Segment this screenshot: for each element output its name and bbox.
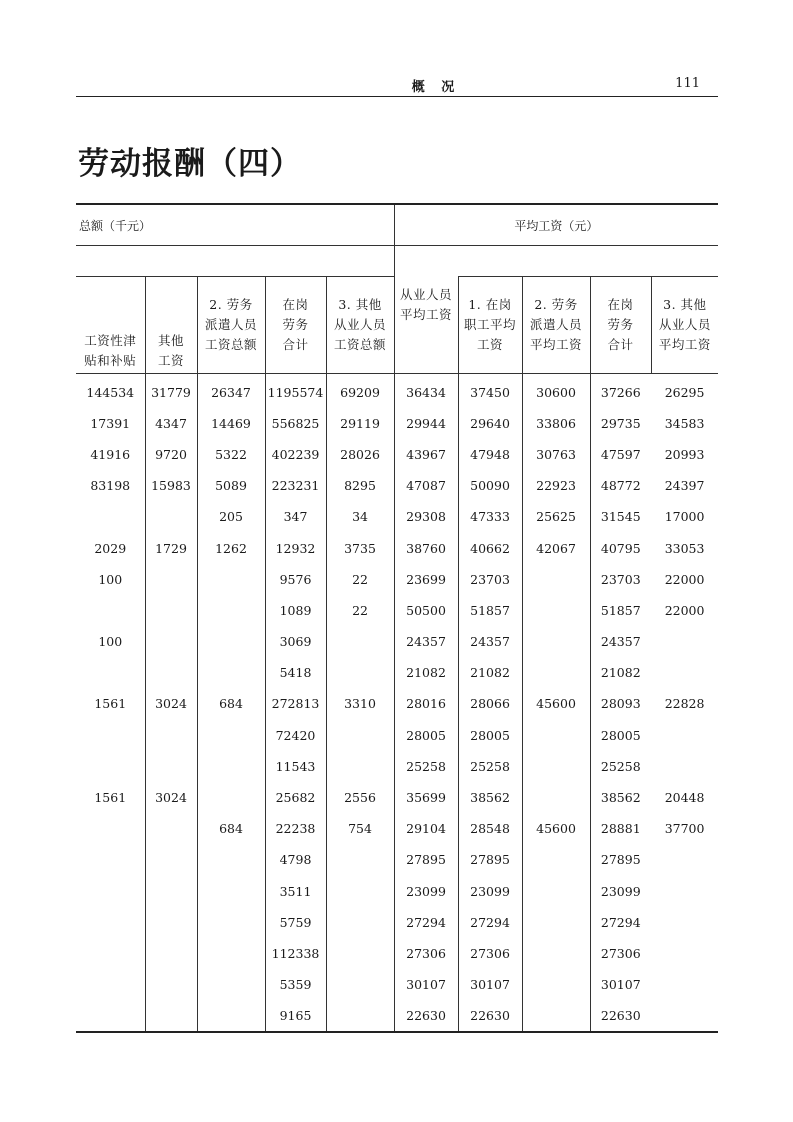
table-cell: 47597 xyxy=(590,439,651,470)
column-header-line: 工资性津 xyxy=(84,332,137,348)
table-cell: 4347 xyxy=(145,408,197,439)
column-header-line: 3. 其他 xyxy=(663,296,707,312)
table-cell: 38562 xyxy=(590,782,651,813)
table-cell xyxy=(326,844,394,875)
table-cell: 28016 xyxy=(394,688,458,719)
table-cell xyxy=(197,938,265,969)
table-cell: 8295 xyxy=(326,470,394,501)
column-header-line: 贴和补贴 xyxy=(84,352,137,368)
table-cell: 38562 xyxy=(458,782,522,813)
table-cell xyxy=(197,1000,265,1032)
column-header-line: 派遣人员 xyxy=(530,316,583,332)
table-cell: 35699 xyxy=(394,782,458,813)
table-cell xyxy=(76,938,145,969)
table-cell xyxy=(522,564,590,595)
table-cell: 22828 xyxy=(664,696,705,712)
table-cell xyxy=(326,876,394,907)
table-cell xyxy=(197,595,265,626)
column-header-line: 工资总额 xyxy=(334,336,387,352)
table-cell: 3511 xyxy=(265,876,326,907)
labor-remuneration-table xyxy=(76,203,718,1033)
table-cell xyxy=(145,595,197,626)
table-cell xyxy=(145,907,197,938)
table-cell xyxy=(197,720,265,751)
table-cell xyxy=(326,969,394,1000)
column-header-line: 1. 在岗 xyxy=(468,296,512,312)
table-cell: 50500 xyxy=(394,595,458,626)
table-cell: 1195574 xyxy=(265,373,326,408)
table-cell: 22630 xyxy=(590,1000,651,1032)
column-header-line: 2. 劳务 xyxy=(534,296,578,312)
table-cell xyxy=(76,1000,145,1032)
table-cell: 30107 xyxy=(590,969,651,1000)
table-cell xyxy=(522,751,590,782)
table-cell: 24357 xyxy=(590,626,651,657)
table-cell: 100 xyxy=(98,571,123,587)
table-cell: 37266 xyxy=(590,373,651,408)
table-cell: 30600 xyxy=(522,373,590,408)
table-cell: 45600 xyxy=(522,688,590,719)
table-cell xyxy=(145,813,197,844)
table-cell: 21082 xyxy=(394,657,458,688)
table-cell: 2029 xyxy=(94,540,127,556)
table-cell: 1561 xyxy=(94,696,127,712)
table-cell xyxy=(522,907,590,938)
table-cell: 26295 xyxy=(664,384,705,400)
table-row xyxy=(76,408,718,439)
column-header-line: 在岗 xyxy=(282,296,309,312)
column-header-line: 在岗 xyxy=(607,296,634,312)
table-cell: 17391 xyxy=(90,415,131,431)
table-cell xyxy=(326,938,394,969)
table-cell xyxy=(145,751,197,782)
table-cell xyxy=(76,844,145,875)
table-cell xyxy=(651,844,718,875)
table-cell: 29308 xyxy=(394,501,458,532)
table-cell: 25258 xyxy=(394,751,458,782)
table-cell: 47948 xyxy=(458,439,522,470)
table-cell: 28548 xyxy=(458,813,522,844)
table-cell xyxy=(197,564,265,595)
table-cell: 15983 xyxy=(145,470,197,501)
table-row xyxy=(76,938,718,969)
table-cell: 5089 xyxy=(197,470,265,501)
table-cell: 25682 xyxy=(265,782,326,813)
table-row xyxy=(76,907,718,938)
table-cell: 28005 xyxy=(394,720,458,751)
table-cell: 23099 xyxy=(394,876,458,907)
table-cell xyxy=(197,876,265,907)
column-header-5 xyxy=(326,277,394,374)
table-cell: 51857 xyxy=(590,595,651,626)
column-header-line: 合计 xyxy=(282,336,309,352)
table-cell xyxy=(522,938,590,969)
table-cell xyxy=(651,751,718,782)
table-cell xyxy=(651,969,718,1000)
table-cell xyxy=(651,720,718,751)
table-cell xyxy=(326,720,394,751)
table-cell: 1729 xyxy=(145,532,197,563)
table-row xyxy=(76,564,718,595)
table-cell: 23099 xyxy=(590,876,651,907)
table-cell xyxy=(651,938,718,969)
table-cell: 48772 xyxy=(590,470,651,501)
column-header-line: 其他 xyxy=(157,332,184,348)
table-cell: 34 xyxy=(326,501,394,532)
column-header-3 xyxy=(197,277,265,374)
table-cell: 27294 xyxy=(458,907,522,938)
table-cell xyxy=(145,501,197,532)
table-cell: 23703 xyxy=(458,564,522,595)
table-cell: 27895 xyxy=(394,844,458,875)
table-row xyxy=(76,751,718,782)
table-cell: 20448 xyxy=(664,790,705,806)
running-header xyxy=(76,72,718,97)
table-cell: 5322 xyxy=(197,439,265,470)
table-cell xyxy=(145,720,197,751)
table-cell: 9720 xyxy=(145,439,197,470)
table-cell xyxy=(76,907,145,938)
page-title: 劳动报酬（四） xyxy=(78,146,302,182)
table-cell: 28881 xyxy=(590,813,651,844)
table-cell xyxy=(76,969,145,1000)
table-row xyxy=(76,720,718,751)
table-row xyxy=(76,969,718,1000)
table-cell: 47087 xyxy=(394,470,458,501)
table-cell: 22923 xyxy=(522,470,590,501)
table-cell: 28093 xyxy=(590,688,651,719)
table-cell: 26347 xyxy=(197,373,265,408)
table-cell xyxy=(522,626,590,657)
table-cell: 27306 xyxy=(590,938,651,969)
table-cell: 27895 xyxy=(590,844,651,875)
table-cell: 24357 xyxy=(394,626,458,657)
group-header-total: 总额（千元） xyxy=(76,204,394,246)
table-cell xyxy=(76,876,145,907)
table-cell: 28005 xyxy=(590,720,651,751)
table-cell xyxy=(651,1000,718,1032)
table-cell xyxy=(145,657,197,688)
table-cell xyxy=(197,626,265,657)
table-cell: 3069 xyxy=(265,626,326,657)
table-row xyxy=(76,1000,718,1032)
table-cell: 24397 xyxy=(664,478,705,494)
column-header-line: 平均工资 xyxy=(400,306,453,322)
table-cell: 28066 xyxy=(458,688,522,719)
table-cell: 27306 xyxy=(458,938,522,969)
column-header-7 xyxy=(458,277,522,374)
column-header-line: 工资 xyxy=(477,336,504,352)
table-cell: 31779 xyxy=(145,373,197,408)
table-cell xyxy=(326,751,394,782)
table-cell: 25625 xyxy=(522,501,590,532)
column-header-line: 从业人员 xyxy=(658,316,711,332)
table-cell xyxy=(76,751,145,782)
table-cell: 28005 xyxy=(458,720,522,751)
table-cell: 272813 xyxy=(265,688,326,719)
table-cell: 100 xyxy=(98,634,123,650)
column-header-line: 合计 xyxy=(607,336,634,352)
table-cell: 1089 xyxy=(265,595,326,626)
table-cell: 51857 xyxy=(458,595,522,626)
table-cell: 33053 xyxy=(664,540,705,556)
table-cell: 38760 xyxy=(394,532,458,563)
column-header-line: 从业人员 xyxy=(400,286,453,302)
column-header-line: 从业人员 xyxy=(334,316,387,332)
table-cell xyxy=(76,657,145,688)
table-cell xyxy=(76,595,145,626)
table-body xyxy=(76,373,718,1032)
table-cell: 43967 xyxy=(394,439,458,470)
table-cell: 4798 xyxy=(265,844,326,875)
table-cell xyxy=(145,1000,197,1032)
column-header-10 xyxy=(651,277,718,374)
table-cell: 21082 xyxy=(590,657,651,688)
table-cell: 22000 xyxy=(664,602,705,618)
column-header-line: 工资总额 xyxy=(204,336,257,352)
table-cell xyxy=(522,876,590,907)
table-row xyxy=(76,595,718,626)
header-spacer-left xyxy=(76,246,394,277)
table-row xyxy=(76,470,718,501)
table-cell: 30107 xyxy=(458,969,522,1000)
table-cell: 22000 xyxy=(664,571,705,587)
table-row xyxy=(76,876,718,907)
column-header-line: 劳务 xyxy=(282,316,309,332)
column-header-line: 平均工资 xyxy=(658,336,711,352)
table-row xyxy=(76,813,718,844)
table-cell xyxy=(145,969,197,1000)
table-cell xyxy=(197,844,265,875)
table-cell: 23099 xyxy=(458,876,522,907)
table-cell: 347 xyxy=(265,501,326,532)
column-header-9 xyxy=(590,277,651,374)
table-cell xyxy=(197,657,265,688)
table-cell: 29944 xyxy=(394,408,458,439)
table-cell xyxy=(651,876,718,907)
column-header-line: 平均工资 xyxy=(530,336,583,352)
table-row xyxy=(76,373,718,408)
table-cell xyxy=(145,844,197,875)
table-cell: 9165 xyxy=(265,1000,326,1032)
table-cell: 402239 xyxy=(265,439,326,470)
table-cell: 27294 xyxy=(394,907,458,938)
table-cell: 9576 xyxy=(265,564,326,595)
table-cell: 27895 xyxy=(458,844,522,875)
group-header-average: 平均工资（元） xyxy=(394,204,718,246)
table-cell xyxy=(522,844,590,875)
table-row xyxy=(76,626,718,657)
table-cell: 1262 xyxy=(197,532,265,563)
table-cell xyxy=(522,1000,590,1032)
table-cell: 27294 xyxy=(590,907,651,938)
table-row xyxy=(76,782,718,813)
table-cell: 25258 xyxy=(458,751,522,782)
table-cell: 3310 xyxy=(326,688,394,719)
table-cell: 1561 xyxy=(94,790,127,806)
table-cell xyxy=(522,720,590,751)
table-cell xyxy=(76,501,145,532)
table-cell xyxy=(197,751,265,782)
table-cell: 29735 xyxy=(590,408,651,439)
table-cell: 40662 xyxy=(458,532,522,563)
table-cell: 22 xyxy=(326,595,394,626)
table-cell xyxy=(651,657,718,688)
header-spacer-right xyxy=(394,246,718,277)
table-row xyxy=(76,688,718,719)
table-cell: 556825 xyxy=(265,408,326,439)
table-cell: 223231 xyxy=(265,470,326,501)
table-cell xyxy=(326,1000,394,1032)
table-cell: 12932 xyxy=(265,532,326,563)
column-header-line: 劳务 xyxy=(607,316,634,332)
table-cell: 47333 xyxy=(458,501,522,532)
table-cell: 5359 xyxy=(265,969,326,1000)
table-cell xyxy=(522,657,590,688)
table-cell: 144534 xyxy=(86,384,135,400)
table-cell: 30107 xyxy=(394,969,458,1000)
table-cell: 25258 xyxy=(590,751,651,782)
column-header-2 xyxy=(145,277,197,374)
table-cell: 50090 xyxy=(458,470,522,501)
table-cell xyxy=(145,626,197,657)
table-cell: 31545 xyxy=(590,501,651,532)
table-cell xyxy=(145,564,197,595)
table-cell: 23699 xyxy=(394,564,458,595)
table-cell: 34583 xyxy=(664,415,705,431)
table-cell: 3024 xyxy=(145,782,197,813)
table-cell: 5418 xyxy=(265,657,326,688)
table-cell: 36434 xyxy=(394,373,458,408)
table-cell: 3735 xyxy=(326,532,394,563)
table-cell: 112338 xyxy=(265,938,326,969)
table-cell xyxy=(197,782,265,813)
table-cell xyxy=(326,657,394,688)
column-header-line: 2. 劳务 xyxy=(209,296,253,312)
table-cell: 30763 xyxy=(522,439,590,470)
table-cell: 42067 xyxy=(522,532,590,563)
table-cell: 17000 xyxy=(664,509,705,525)
table-row xyxy=(76,439,718,470)
table-cell: 754 xyxy=(326,813,394,844)
column-header-line: 职工平均 xyxy=(464,316,517,332)
table-cell: 29640 xyxy=(458,408,522,439)
table-cell xyxy=(145,876,197,907)
column-header-row xyxy=(76,277,718,374)
column-header-line: 工资 xyxy=(157,352,184,368)
table-cell xyxy=(76,813,145,844)
table-row xyxy=(76,501,718,532)
table-cell xyxy=(326,626,394,657)
table-cell: 205 xyxy=(197,501,265,532)
table-cell: 29104 xyxy=(394,813,458,844)
table-cell: 28026 xyxy=(326,439,394,470)
table-cell: 22630 xyxy=(458,1000,522,1032)
table-cell xyxy=(651,907,718,938)
table-cell: 29119 xyxy=(326,408,394,439)
table-cell: 2556 xyxy=(326,782,394,813)
table-cell: 14469 xyxy=(197,408,265,439)
table-cell: 24357 xyxy=(458,626,522,657)
column-header-line: 3. 其他 xyxy=(338,296,382,312)
table-cell xyxy=(326,907,394,938)
table-cell: 22238 xyxy=(265,813,326,844)
table-cell: 37700 xyxy=(664,821,705,837)
column-header-line: 派遣人员 xyxy=(204,316,257,332)
table-cell: 40795 xyxy=(590,532,651,563)
table-cell: 21082 xyxy=(458,657,522,688)
table-cell: 41916 xyxy=(90,446,131,462)
table-row xyxy=(76,844,718,875)
table-cell xyxy=(651,626,718,657)
table-row xyxy=(76,657,718,688)
table-cell: 72420 xyxy=(265,720,326,751)
table-cell: 684 xyxy=(197,688,265,719)
table-cell xyxy=(76,720,145,751)
table-cell: 27306 xyxy=(394,938,458,969)
table-cell xyxy=(522,969,590,1000)
column-header-1 xyxy=(76,277,145,374)
table-cell: 37450 xyxy=(458,373,522,408)
table-cell xyxy=(145,938,197,969)
page-number: 111 xyxy=(675,76,700,91)
table-cell: 69209 xyxy=(326,373,394,408)
table-cell: 33806 xyxy=(522,408,590,439)
table-cell: 20993 xyxy=(664,446,705,462)
table-row xyxy=(76,532,718,563)
table-cell xyxy=(197,907,265,938)
table-cell: 684 xyxy=(197,813,265,844)
table-cell: 11543 xyxy=(265,751,326,782)
table-cell: 5759 xyxy=(265,907,326,938)
table-cell: 45600 xyxy=(522,813,590,844)
table-cell xyxy=(522,782,590,813)
column-header-4 xyxy=(265,277,326,374)
column-header-6 xyxy=(394,277,458,374)
table-cell: 22630 xyxy=(394,1000,458,1032)
table-cell xyxy=(522,595,590,626)
table-cell: 83198 xyxy=(90,478,131,494)
table-cell xyxy=(197,969,265,1000)
table-cell: 23703 xyxy=(590,564,651,595)
section-name: 概 况 xyxy=(411,80,461,95)
table-cell: 3024 xyxy=(145,688,197,719)
column-header-8 xyxy=(522,277,590,374)
table-cell: 22 xyxy=(326,564,394,595)
